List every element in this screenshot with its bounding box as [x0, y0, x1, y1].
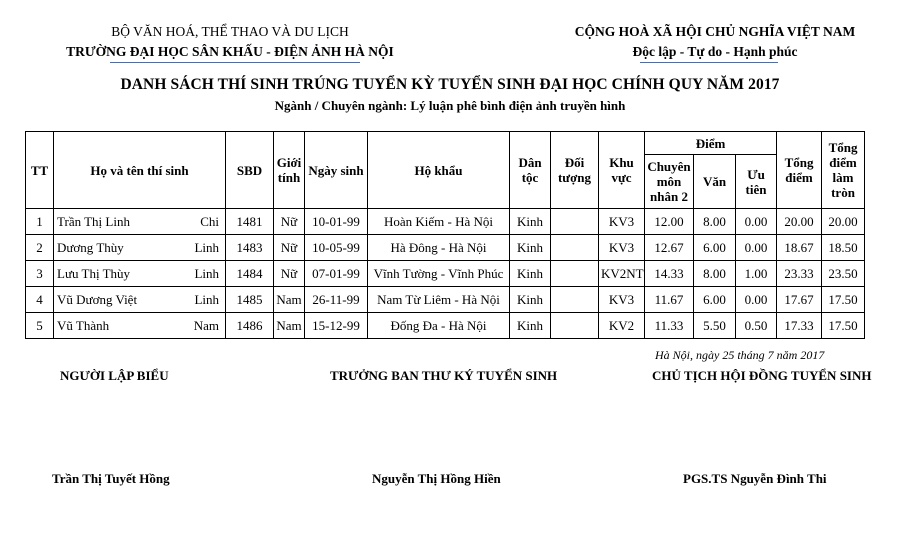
cell-region: KV2NT [599, 261, 645, 287]
cell-sbd: 1484 [226, 261, 274, 287]
cell-bonus: 1.00 [736, 261, 777, 287]
cell-dob: 07-01-99 [305, 261, 368, 287]
cell-bonus: 0.50 [736, 313, 777, 339]
cell-bonus: 0.00 [736, 287, 777, 313]
cell-dob: 15-12-99 [305, 313, 368, 339]
cell-sbd: 1485 [226, 287, 274, 313]
cell-total: 18.67 [777, 235, 822, 261]
cell-major-score: 12.67 [645, 235, 694, 261]
ministry-name: BỘ VĂN HOÁ, THỂ THAO VÀ DU LỊCH [111, 24, 349, 39]
table-header-row [26, 132, 865, 155]
cell-residence: Vĩnh Tường - Vĩnh Phúc [368, 261, 510, 287]
candidate-family-name: Vũ Thành [57, 317, 110, 333]
issuer-header [40, 22, 420, 62]
cell-gender: Nữ [274, 235, 305, 261]
table-row [26, 261, 865, 287]
cell-total: 20.00 [777, 209, 822, 235]
cell-sbd: 1481 [226, 209, 274, 235]
candidate-given-name: Nam [193, 317, 219, 333]
col-region: Khu vực [599, 132, 645, 209]
cell-residence: Hà Đông - Hà Nội [368, 235, 510, 261]
cell-residence: Nam Từ Liêm - Hà Nội [368, 287, 510, 313]
chair-name: PGS.TS Nguyễn Đình Thi [683, 471, 827, 486]
cell-ethnicity: Kinh [510, 235, 551, 261]
candidate-family-name: Vũ Dương Việt [57, 291, 138, 307]
candidate-family-name: Lưu Thị Thùy [57, 265, 131, 281]
cell-bonus: 0.00 [736, 209, 777, 235]
cell-residence: Hoàn Kiếm - Hà Nội [368, 209, 510, 235]
cell-ethnicity: Kinh [510, 261, 551, 287]
cell-major-score: 12.00 [645, 209, 694, 235]
chair-title: CHỦ TỊCH HỘI ĐỒNG TUYỂN SINH [652, 368, 872, 383]
col-name: Họ và tên thí sinh [54, 132, 226, 209]
col-gender: Giới tính [274, 132, 305, 209]
university-name: TRƯỜNG ĐẠI HỌC SÂN KHẤU - ĐIỆN ẢNH HÀ NỘI [66, 44, 394, 59]
secretary-name: Nguyễn Thị Hồng Hiền [372, 471, 501, 486]
cell-sbd: 1486 [226, 313, 274, 339]
col-tt: TT [26, 132, 54, 209]
cell-ethnicity: Kinh [510, 209, 551, 235]
table-row [26, 313, 865, 339]
cell-total-rounded: 20.00 [822, 209, 865, 235]
cell-region: KV3 [599, 235, 645, 261]
cell-major-score: 11.67 [645, 287, 694, 313]
table-row [26, 209, 865, 235]
cell-gender: Nam [274, 313, 305, 339]
cell-total-rounded: 17.50 [822, 287, 865, 313]
col-sbd: SBD [226, 132, 274, 209]
cell-residence: Đống Đa - Hà Nội [368, 313, 510, 339]
university-underline [110, 62, 360, 63]
cell-major-score: 11.33 [645, 313, 694, 339]
date-line: Hà Nội, ngày 25 tháng 7 năm 2017 [655, 348, 825, 362]
table-row [26, 287, 865, 313]
cell-name [54, 287, 226, 313]
cell-total-rounded: 18.50 [822, 235, 865, 261]
cell-region: KV3 [599, 209, 645, 235]
cell-name [54, 209, 226, 235]
candidate-given-name: Chi [200, 213, 219, 229]
secretary-title: TRƯỞNG BAN THƯ KÝ TUYỂN SINH [330, 368, 558, 383]
cell-tt: 1 [26, 209, 54, 235]
cell-gender: Nữ [274, 261, 305, 287]
cell-priority-group [551, 261, 599, 287]
candidates-table [25, 131, 865, 339]
cell-gender: Nữ [274, 209, 305, 235]
cell-region: KV2 [599, 313, 645, 339]
cell-literature: 5.50 [694, 313, 736, 339]
cell-dob: 26-11-99 [305, 287, 368, 313]
cell-major-score: 14.33 [645, 261, 694, 287]
cell-literature: 6.00 [694, 235, 736, 261]
col-ethnicity: Dân tộc [510, 132, 551, 209]
national-header [545, 22, 885, 62]
document-title: DANH SÁCH THÍ SINH TRÚNG TUYỂN KỲ TUYỂN SINH ĐẠI HỌC CHÍNH QUY NĂM 2017 [120, 76, 780, 93]
cell-dob: 10-05-99 [305, 235, 368, 261]
cell-sbd: 1483 [226, 235, 274, 261]
cell-priority-group [551, 287, 599, 313]
cell-total-rounded: 17.50 [822, 313, 865, 339]
col-major-score: Chuyên môn nhân 2 [645, 155, 694, 209]
cell-bonus: 0.00 [736, 235, 777, 261]
preparer-title: NGƯỜI LẬP BIỂU [60, 368, 169, 383]
cell-ethnicity: Kinh [510, 287, 551, 313]
cell-dob: 10-01-99 [305, 209, 368, 235]
candidate-given-name: Linh [194, 265, 219, 281]
cell-total: 17.33 [777, 313, 822, 339]
cell-name [54, 235, 226, 261]
cell-name [54, 261, 226, 287]
document-subtitle: Ngành / Chuyên ngành: Lý luận phê bình điện ảnh truyền hình [274, 98, 626, 113]
col-priority-group: Đối tượng [551, 132, 599, 209]
col-residence: Hộ khẩu [368, 132, 510, 209]
cell-priority-group [551, 235, 599, 261]
candidate-given-name: Linh [194, 239, 219, 255]
candidate-given-name: Linh [194, 291, 219, 307]
table-row [26, 235, 865, 261]
republic-name: CỘNG HOÀ XÃ HỘI CHỦ NGHĨA VIỆT NAM [574, 24, 856, 39]
cell-region: KV3 [599, 287, 645, 313]
cell-gender: Nam [274, 287, 305, 313]
col-bonus: Ưu tiên [736, 155, 777, 209]
cell-priority-group [551, 313, 599, 339]
candidate-family-name: Trần Thị Linh [57, 213, 130, 229]
col-dob: Ngày sinh [305, 132, 368, 209]
cell-tt: 2 [26, 235, 54, 261]
cell-total: 17.67 [777, 287, 822, 313]
col-literature: Văn [694, 155, 736, 209]
col-total-rounded: Tổng điểm làm tròn [822, 132, 865, 209]
col-total: Tổng điểm [777, 132, 822, 209]
cell-total-rounded: 23.50 [822, 261, 865, 287]
cell-tt: 5 [26, 313, 54, 339]
col-scores-group: Điểm [645, 132, 777, 155]
preparer-name: Trần Thị Tuyết Hồng [52, 471, 170, 486]
motto-underline [640, 62, 778, 63]
cell-tt: 3 [26, 261, 54, 287]
national-motto: Độc lập - Tự do - Hạnh phúc [632, 44, 798, 59]
cell-ethnicity: Kinh [510, 313, 551, 339]
cell-name [54, 313, 226, 339]
cell-priority-group [551, 209, 599, 235]
cell-literature: 8.00 [694, 261, 736, 287]
cell-tt: 4 [26, 287, 54, 313]
candidate-family-name: Dương Thùy [57, 239, 124, 255]
cell-total: 23.33 [777, 261, 822, 287]
cell-literature: 6.00 [694, 287, 736, 313]
cell-literature: 8.00 [694, 209, 736, 235]
